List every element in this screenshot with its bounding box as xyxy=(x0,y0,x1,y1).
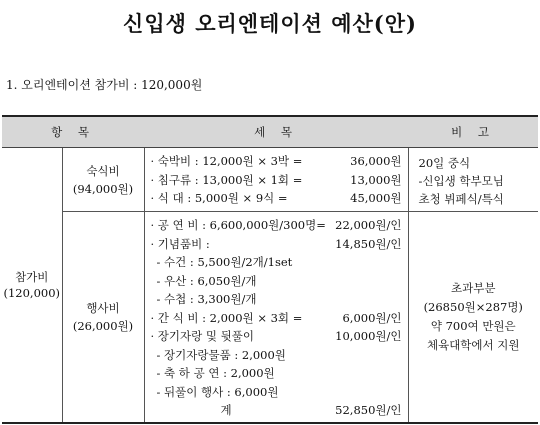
total-line xyxy=(151,401,402,420)
header-detail: 세 목 xyxy=(144,116,408,148)
section-heading: 1. 오리엔테이션 참가비 : 120,000원 xyxy=(6,78,203,92)
detail-label: - 우산 : 6,050원/개 xyxy=(156,273,257,288)
detail-label: · 장기자랑 및 뒷풀이 xyxy=(150,329,254,343)
subcategory-cell xyxy=(62,148,144,212)
detail-line xyxy=(151,152,402,171)
subcategory-name: 행사비 xyxy=(86,300,120,315)
detail-line xyxy=(151,309,402,328)
detail-amount xyxy=(326,290,402,309)
subcategory-cell xyxy=(62,212,144,423)
detail-amount: 45,000원 xyxy=(350,191,402,205)
detail-amount: 10,000원/인 xyxy=(335,329,402,343)
detail-line xyxy=(151,346,402,365)
detail-label: - 축 하 공 연 : 2,000원 xyxy=(156,366,275,380)
remarks-cell xyxy=(408,148,538,212)
header-remarks: 비 고 xyxy=(408,116,538,148)
remark-line: 초청 뷔페식/특식 xyxy=(418,192,504,206)
subcategory-amount: (94,000원) xyxy=(72,181,134,196)
detail-line xyxy=(151,327,402,346)
category-amount: (120,000) xyxy=(3,285,61,300)
detail-amount: 22,000원/인 xyxy=(335,218,402,232)
detail-label: · 기념품비 : xyxy=(150,236,210,251)
table-header-row xyxy=(2,116,538,148)
detail-amount: 14,850원/인 xyxy=(335,236,402,251)
subcategory-amount: (26,000원) xyxy=(72,318,134,333)
detail-line xyxy=(151,290,402,309)
header-item: 항 목 xyxy=(2,116,144,148)
detail-line xyxy=(151,364,402,383)
category-cell xyxy=(2,148,62,423)
detail-label: · 숙박비 : 12,000원 × 3박 = xyxy=(150,154,303,168)
detail-label: - 뒤풀이 행사 : 6,000원 xyxy=(156,384,279,399)
budget-table xyxy=(2,115,538,424)
remark-line: 체육대학에서 지원 xyxy=(426,337,520,352)
detail-line xyxy=(151,383,402,402)
detail-cell xyxy=(144,212,408,423)
detail-label: · 침구류 : 13,000원 × 1회 = xyxy=(150,172,303,187)
detail-label: · 식 대 : 5,000원 × 9식 = xyxy=(150,191,288,205)
detail-label: - 수첩 : 3,300원/개 xyxy=(156,292,257,306)
remark-line: 초과부분 xyxy=(451,280,496,295)
detail-line xyxy=(151,235,402,254)
detail-line xyxy=(151,272,402,291)
category-name: 참가비 xyxy=(15,269,49,284)
detail-amount: 52,850원/인 xyxy=(335,403,402,417)
detail-amount xyxy=(326,383,402,402)
subcategory-name: 숙식비 xyxy=(86,163,120,178)
detail-label: 계 xyxy=(220,403,232,417)
detail-line xyxy=(151,216,402,235)
remark-line: 약 700여 만원은 xyxy=(430,318,516,333)
detail-amount xyxy=(326,364,402,383)
detail-line xyxy=(151,189,402,208)
detail-amount: 6,000원/인 xyxy=(342,310,402,325)
detail-line xyxy=(151,253,402,272)
remark-line: 20일 중식 xyxy=(418,156,471,170)
detail-label: · 공 연 비 : 6,600,000원/300명= xyxy=(150,218,326,232)
detail-label: - 수건 : 5,500원/2개/1set xyxy=(156,255,293,269)
document-title: 신입생 오리엔테이션 예산(안) xyxy=(123,11,417,36)
detail-cell xyxy=(144,148,408,212)
detail-amount: 36,000원 xyxy=(350,154,402,168)
remark-line: -신입생 학부모님 xyxy=(418,174,504,188)
detail-line xyxy=(151,171,402,190)
detail-label: · 간 식 비 : 2,000원 × 3회 = xyxy=(150,310,303,325)
table-row xyxy=(2,148,538,212)
remarks-cell xyxy=(408,212,538,423)
detail-amount xyxy=(326,253,402,272)
detail-amount: 13,000원 xyxy=(350,172,402,187)
table-row xyxy=(2,212,538,423)
detail-amount xyxy=(326,346,402,365)
remark-line: (26850원×287명) xyxy=(423,299,523,314)
detail-amount xyxy=(326,272,402,291)
detail-label: - 장기자랑물품 : 2,000원 xyxy=(156,347,286,362)
